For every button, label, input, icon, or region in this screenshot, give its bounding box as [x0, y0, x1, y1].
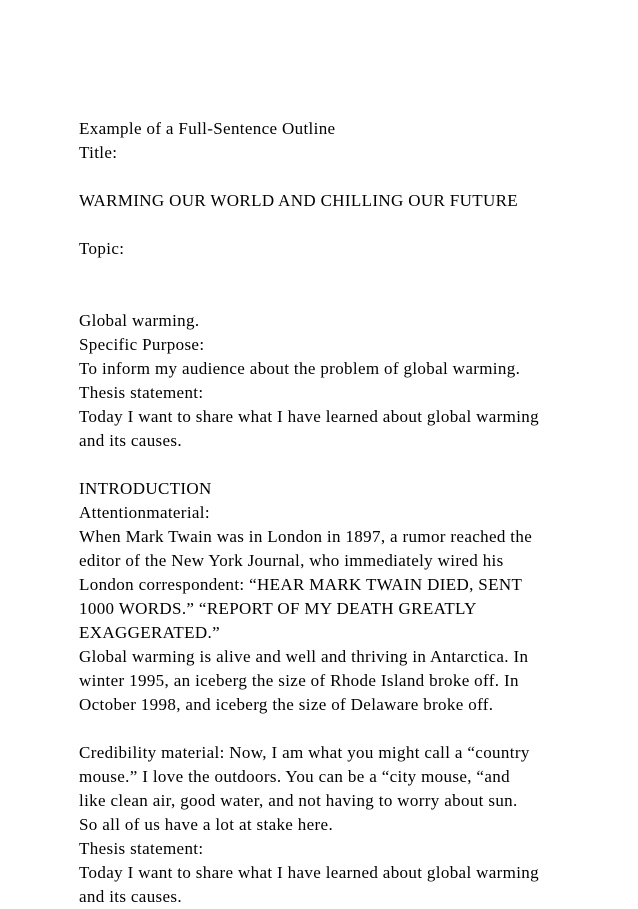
topic-label: Topic:	[79, 239, 125, 258]
attention-text-line: winter 1995, an iceberg the size of Rhode Island broke off. In	[79, 671, 519, 690]
credibility-text-line: So all of us have a lot at stake here.	[79, 815, 334, 834]
spacer	[79, 213, 619, 237]
spacer	[79, 165, 619, 189]
title-label: Title:	[79, 143, 118, 162]
thesis-label: Thesis statement:	[79, 839, 204, 858]
document-page	[79, 117, 619, 909]
attention-text-line: EXAGGERATED.”	[79, 623, 220, 642]
attention-text-line: London correspondent: “HEAR MARK TWAIN DIED, SENT	[79, 575, 523, 594]
topic-text: Global warming.	[79, 311, 200, 330]
thesis-label: Thesis statement:	[79, 383, 204, 402]
credibility-text-line: mouse.” I love the outdoors. You can be a “city mouse, “and	[79, 767, 510, 786]
spacer	[79, 261, 619, 285]
attention-text-line: When Mark Twain was in London in 1897, a rumor reached the	[79, 527, 533, 546]
attention-text-line: editor of the New York Journal, who immediately wired his	[79, 551, 504, 570]
thesis-text-line: Today I want to share what I have learned about global warming	[79, 407, 539, 426]
speech-title: WARMING OUR WORLD AND CHILLING OUR FUTURE	[79, 191, 519, 210]
thesis-text-line: Today I want to share what I have learned about global warming	[79, 863, 539, 882]
document-heading: Example of a Full-Sentence Outline	[79, 119, 336, 138]
thesis-text-line: and its causes.	[79, 431, 182, 450]
spacer	[79, 453, 619, 477]
introduction-heading: INTRODUCTION	[79, 479, 212, 498]
attention-text-line: Global warming is alive and well and thriving in Antarctica. In	[79, 647, 529, 666]
attention-label: Attentionmaterial:	[79, 503, 210, 522]
credibility-text-line: like clean air, good water, and not having to worry about sun.	[79, 791, 518, 810]
spacer	[79, 717, 619, 741]
spacer	[79, 285, 619, 309]
purpose-text: To inform my audience about the problem of global warming.	[79, 359, 521, 378]
credibility-text-line: Credibility material: Now, I am what you might call a “country	[79, 743, 530, 762]
thesis-text-line: and its causes.	[79, 887, 182, 906]
attention-text-line: October 1998, and iceberg the size of Delaware broke off.	[79, 695, 494, 714]
purpose-label: Specific Purpose:	[79, 335, 205, 354]
attention-text-line: 1000 WORDS.” “REPORT OF MY DEATH GREATLY	[79, 599, 477, 618]
